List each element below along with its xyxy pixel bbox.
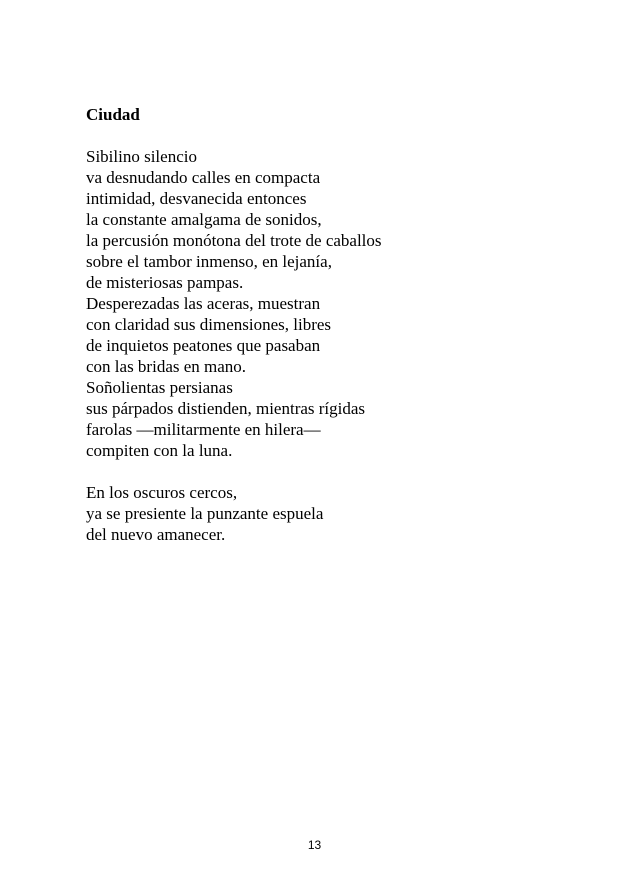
poem-line: Sibilino silencio bbox=[86, 147, 197, 166]
poem bbox=[86, 104, 586, 566]
page-number: 13 bbox=[307, 838, 322, 852]
poem-title: Ciudad bbox=[86, 105, 140, 124]
poem-line: sobre el tambor inmenso, en lejanía, bbox=[86, 252, 332, 271]
poem-line: intimidad, desvanecida entonces bbox=[86, 189, 307, 208]
poem-line: con claridad sus dimensiones, libres bbox=[86, 315, 332, 334]
poem-line: compiten con la luna. bbox=[86, 441, 233, 460]
poem-line: la constante amalgama de sonidos, bbox=[86, 210, 322, 229]
poem-line: ya se presiente la punzante espuela bbox=[86, 504, 324, 523]
poem-line: En los oscuros cercos, bbox=[86, 483, 238, 502]
poem-line: la percusión monótona del trote de caballos bbox=[86, 231, 382, 250]
poem-line: farolas —militarmente en hilera— bbox=[86, 420, 321, 439]
poem-line: va desnudando calles en compacta bbox=[86, 168, 321, 187]
stanza-2 bbox=[86, 482, 586, 545]
poem-line: sus párpados distienden, mientras rígidas bbox=[86, 399, 366, 418]
stanza-1 bbox=[86, 146, 586, 461]
poem-line: de misteriosas pampas. bbox=[86, 273, 244, 292]
poem-line: de inquietos peatones que pasaban bbox=[86, 336, 321, 355]
poem-line: Desperezadas las aceras, muestran bbox=[86, 294, 321, 313]
poem-line: del nuevo amanecer. bbox=[86, 525, 226, 544]
poem-line: Soñolientas persianas bbox=[86, 378, 233, 397]
poem-line: con las bridas en mano. bbox=[86, 357, 247, 376]
